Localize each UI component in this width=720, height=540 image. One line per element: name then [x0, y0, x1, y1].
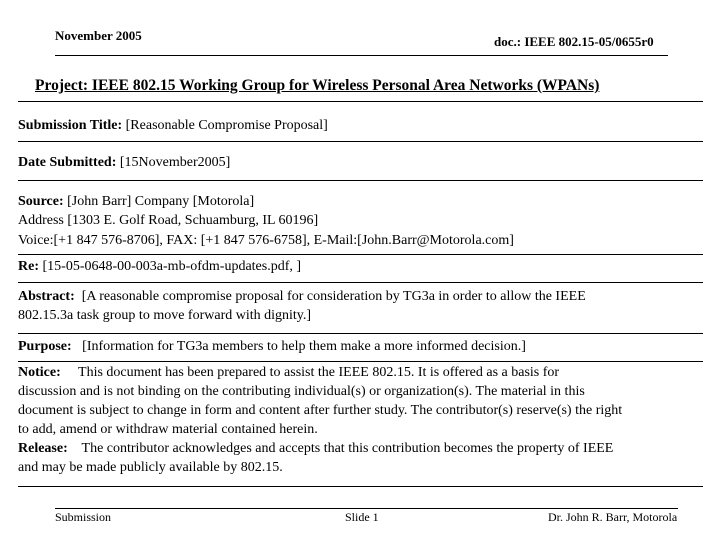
section-divider	[18, 254, 703, 255]
re-value: [15-05-0648-00-003a-mb-ofdm-updates.pdf, ]	[42, 259, 302, 274]
footer-author: Dr. John R. Barr, Motorola	[548, 510, 678, 524]
date-submitted-label: Date Submitted:	[18, 155, 117, 170]
notice-line-1	[18, 363, 559, 382]
purpose-row	[18, 337, 526, 356]
header-doc-id: doc.: IEEE 802.15-05/0655r0	[494, 34, 654, 49]
notice-text: This document has been prepared to assist the IEEE 802.15. It is offered as a basis for	[78, 365, 560, 380]
abstract-label: Abstract:	[18, 289, 75, 304]
submission-title-value: [Reasonable Compromise Proposal]	[125, 118, 328, 133]
footer-divider	[55, 508, 678, 509]
notice-line-2: discussion and is not binding on the contributing individual(s) or organization(s). The material in this	[18, 384, 585, 399]
date-submitted-row	[18, 153, 230, 172]
footer-submission: Submission	[55, 510, 112, 524]
release-line-1	[18, 439, 613, 458]
section-divider	[18, 282, 703, 283]
re-row	[18, 257, 301, 276]
submission-title-row	[18, 116, 328, 135]
header-date: November 2005	[55, 28, 142, 43]
notice-line-3: document is subject to change in form and content after further study. The contributor(s) reserve(s) the right	[18, 403, 623, 418]
release-text: The contributor acknowledges and accepts that this contribution becomes the property of IEEE	[81, 441, 614, 456]
purpose-value: [Information for TG3a members to help them make a more informed decision.]	[82, 339, 526, 354]
source-address: Address [1303 E. Golf Road, Schuamburg, IL 60196]	[18, 213, 319, 228]
date-submitted-value: [15November2005]	[119, 155, 231, 170]
re-label: Re:	[18, 259, 39, 274]
release-line-2: and may be made publicly available by 802.15.	[18, 460, 283, 475]
section-divider	[18, 486, 703, 487]
project-divider	[18, 101, 703, 102]
purpose-label: Purpose:	[18, 339, 72, 354]
abstract-line-2: 802.15.3a task group to move forward with dignity.]	[18, 308, 312, 323]
source-label: Source:	[18, 194, 64, 209]
project-title: Project: IEEE 802.15 Working Group for Wireless Personal Area Networks (WPANs)	[35, 77, 600, 94]
source-value: [John Barr] Company [Motorola]	[67, 194, 255, 209]
section-divider	[18, 333, 703, 334]
source-contact: Voice:[+1 847 576-8706], FAX: [+1 847 576-6758], E-Mail:[John.Barr@Motorola.com]	[18, 233, 514, 248]
abstract-text: [A reasonable compromise proposal for consideration by TG3a in order to allow the IEEE	[81, 289, 586, 304]
submission-title-label: Submission Title:	[18, 118, 123, 133]
section-divider	[18, 361, 703, 362]
notice-label: Notice:	[18, 365, 61, 380]
section-divider	[18, 180, 703, 181]
footer-slide-number: Slide 1	[345, 510, 379, 524]
source-line-1	[18, 192, 254, 211]
release-label: Release:	[18, 441, 68, 456]
header-divider	[55, 55, 668, 56]
abstract-line-1	[18, 287, 586, 306]
notice-line-4: to add, amend or withdraw material contained herein.	[18, 422, 318, 437]
section-divider	[18, 141, 703, 142]
